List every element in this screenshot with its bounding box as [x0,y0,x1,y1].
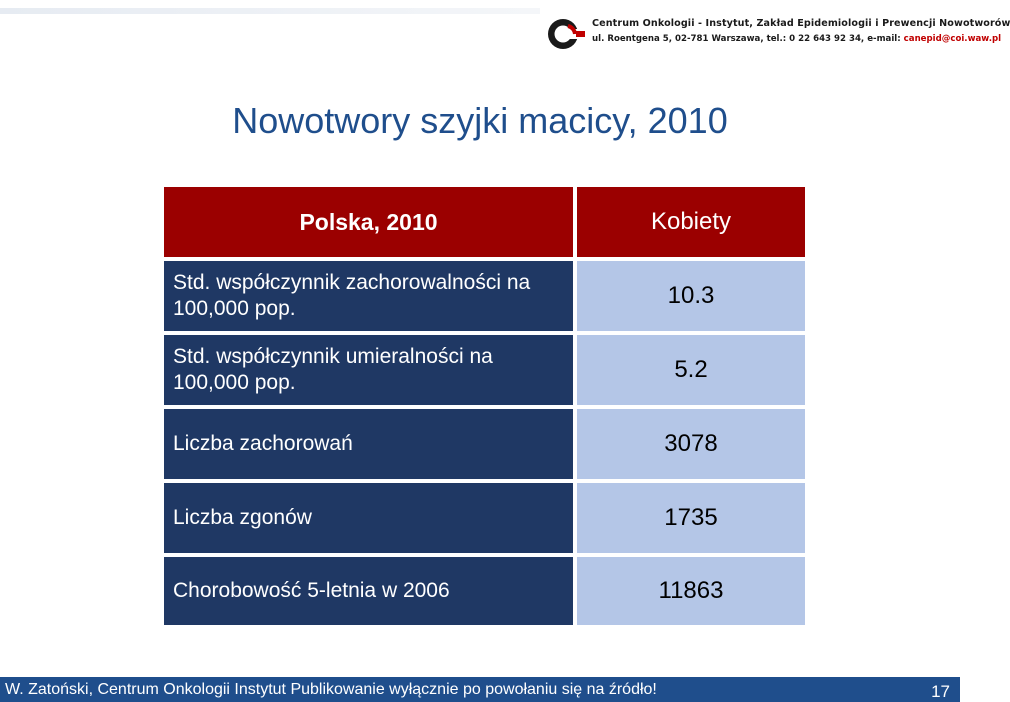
table-row-value: 5.2 [577,335,805,405]
table-row-value: 10.3 [577,261,805,331]
email-link[interactable]: canepid@coi.waw.pl [903,34,1002,44]
footer-bar [0,677,960,702]
table-header-sex: Kobiety [577,187,805,257]
address-text: ul. Roentgena 5, 02-781 Warszawa, tel.: 0 22 643 92 34, e-mail: [592,34,904,44]
coi-logo-icon [546,16,586,52]
table-row-label: Std. współczynnik zachorowalności na 100,000 pop. [164,261,573,331]
table-row-value: 1735 [577,483,805,553]
table-row-label: Std. współczynnik umieralności na 100,000 pop. [164,335,573,405]
logo-line-address [592,34,1002,44]
table-row-value: 11863 [577,557,805,625]
table-row-label: Liczba zachorowań [164,409,573,479]
logo-text [592,18,1010,44]
header-logo [546,16,1010,52]
page-number: 17 [931,682,950,701]
footer-citation: W. Zatoński, Centrum Onkologii Instytut Publikowanie wyłącznie po powołaniu się na źródło! [5,681,657,698]
top-rule [0,8,540,14]
table-row-value: 3078 [577,409,805,479]
table-header-region: Polska, 2010 [164,187,573,257]
table-row-label: Liczba zgonów [164,483,573,553]
logo-line-institution: Centrum Onkologii - Instytut, Zakład Epidemiologii i Prewencji Nowotworów [592,18,1010,29]
table-row-label: Chorobowość 5-letnia w 2006 [164,557,573,625]
slide-title: Nowotwory szyjki macicy, 2010 [232,100,728,141]
